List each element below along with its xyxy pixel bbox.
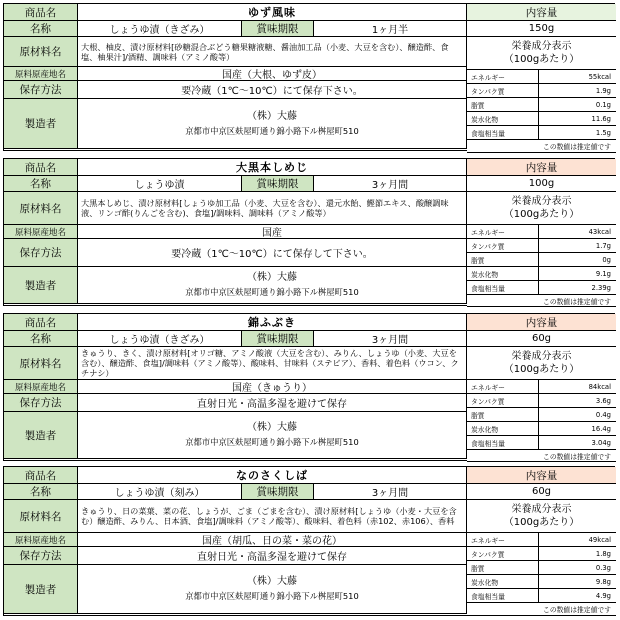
manufacturer-address: 京都市中京区麸屋町通り錦小路下ル桝屋町510 (185, 287, 359, 297)
origin-label: 原料原産地名 (4, 533, 78, 547)
nutrition-protein-value: 1.9g (539, 84, 616, 98)
nutrition-salt-label: 食塩相当量 (467, 281, 539, 295)
ingredients-label: 原材料名 (4, 500, 78, 533)
best-before-value: 3ヶ月間 (314, 331, 467, 347)
best-before-value: 1ヶ月半 (314, 21, 467, 37)
nutrition-title-block (467, 347, 616, 380)
nutrition-per: （100gあたり） (503, 209, 580, 220)
manufacturer-block (78, 99, 467, 149)
nutrition-carbs-label: 炭水化物 (467, 267, 539, 281)
manufacturer-block (78, 267, 467, 304)
name-label: 名称 (4, 176, 78, 192)
nutrition-protein-label: タンパク質 (467, 84, 539, 98)
best-before-label: 賞味期限 (242, 484, 314, 500)
product-title: 錦ふぶき (78, 314, 467, 331)
ingredients-label: 原材料名 (4, 347, 78, 380)
nutrition-fat-label: 脂質 (467, 408, 539, 422)
ingredients-value: 大黒本しめじ、漬け原材料[しょうゆ加工品（小麦、大豆を含む）、還元水飴、鰹節エキス、酸醸調味液、リンゴ酢(りんごを含む)、食塩]/調味料、調味料（アミノ酸等） (78, 192, 467, 225)
product-title: なのさくしば (78, 467, 467, 484)
nutrition-title-block (467, 500, 616, 533)
origin-label: 原料原産地名 (4, 225, 78, 239)
product-label-card (3, 466, 615, 616)
nutrition-salt-label: 食塩相当量 (467, 589, 539, 603)
manufacturer-block (78, 412, 467, 459)
storage-value: 要冷蔵（1℃～10℃）にて保存下さい。 (78, 81, 467, 99)
product-name-label: 商品名 (4, 4, 78, 21)
nutrition-salt-value: 2.39g (539, 281, 616, 295)
origin-value: 国産 (78, 225, 467, 239)
product-name-label: 商品名 (4, 467, 78, 484)
nutrition-carbs-value: 11.6g (539, 112, 616, 126)
nutrition-estimate-note: この数値は推定値です (467, 450, 616, 462)
content-weight: 60g (467, 484, 616, 500)
manufacturer-address: 京都市中京区麸屋町通り錦小路下ル桝屋町510 (185, 125, 359, 136)
nutrition-per: （100gあたり） (503, 517, 580, 528)
product-label-card (3, 313, 615, 461)
content-weight: 60g (467, 331, 616, 347)
nutrition-carbs-value: 9.8g (539, 575, 616, 589)
storage-label: 保存方法 (4, 547, 78, 565)
content-label: 内容量 (467, 467, 616, 484)
nutrition-salt-label: 食塩相当量 (467, 126, 539, 140)
ingredients-value: きゅうり、きく、漬け原材料[オリゴ糖、アミノ酸液（大豆を含む）、みりん、しょうゆ（小麦、大豆を含む）、醸造酢、食塩]/調味料（アミノ酸等）、酸味料、甘味料（ステビア）、香料、着色料（ウコン、クチナシ） (78, 347, 467, 380)
nutrition-title: 栄養成分表示 (511, 196, 572, 207)
nutrition-estimate-note: この数値は推定値です (467, 295, 616, 307)
nutrition-energy-value: 49kcal (539, 533, 616, 547)
nutrition-fat-value: 0g (539, 253, 616, 267)
best-before-label: 賞味期限 (242, 176, 314, 192)
nutrition-estimate-note: この数値は推定値です (467, 140, 616, 153)
nutrition-fat-value: 0.1g (539, 98, 616, 112)
ingredients-label: 原材料名 (4, 37, 78, 67)
product-type: しょうゆ漬（きざみ） (78, 21, 242, 37)
manufacturer-address: 京都市中京区麸屋町通り錦小路下ル桝屋町510 (185, 591, 359, 601)
nutrition-title-block (467, 192, 616, 225)
nutrition-carbs-value: 9.1g (539, 267, 616, 281)
origin-value: 国産（大根、ゆず皮） (78, 67, 467, 81)
nutrition-protein-value: 1.7g (539, 239, 616, 253)
nutrition-energy-label: エネルギー (467, 70, 539, 84)
product-label-card (3, 158, 615, 306)
nutrition-energy-label: エネルギー (467, 225, 539, 239)
manufacturer-label: 製造者 (4, 412, 78, 459)
manufacturer-name: （株）大藤 (247, 110, 297, 122)
manufacturer-label: 製造者 (4, 565, 78, 614)
nutrition-energy-value: 43kcal (539, 225, 616, 239)
nutrition-protein-value: 1.8g (539, 547, 616, 561)
nutrition-per: （100gあたり） (503, 364, 580, 375)
nutrition-per: （100gあたり） (503, 54, 580, 65)
nutrition-energy-label: エネルギー (467, 533, 539, 547)
name-label: 名称 (4, 21, 78, 37)
product-type: しょうゆ漬（刻み） (78, 484, 242, 500)
nutrition-fat-label: 脂質 (467, 98, 539, 112)
best-before-value: 3ヶ月間 (314, 484, 467, 500)
origin-label: 原料原産地名 (4, 380, 78, 394)
nutrition-energy-label: エネルギー (467, 380, 539, 394)
storage-label: 保存方法 (4, 81, 78, 99)
origin-value: 国産（胡瓜、日の菜・菜の花） (78, 533, 467, 547)
ingredients-label: 原材料名 (4, 192, 78, 225)
content-weight: 100g (467, 176, 616, 192)
nutrition-fat-label: 脂質 (467, 253, 539, 267)
nutrition-fat-value: 0.3g (539, 561, 616, 575)
ingredients-value: きゅうり、日の菜葉、菜の花、しょうが、ごま（ごまを含む）、漬け原材料[しょうゆ（小麦・大豆を含む）醸造酢、みりん、日本酒、食塩]/調味料（アミノ酸等）、酸味料、着色料（赤102、赤106）、香料 (78, 500, 467, 533)
product-title: 大黒本しめじ (78, 159, 467, 176)
manufacturer-address: 京都市中京区麸屋町通り錦小路下ル桝屋町510 (185, 437, 359, 447)
nutrition-carbs-label: 炭水化物 (467, 575, 539, 589)
nutrition-energy-value: 84kcal (539, 380, 616, 394)
nutrition-salt-value: 1.5g (539, 126, 616, 140)
nutrition-protein-label: タンパク質 (467, 547, 539, 561)
nutrition-salt-value: 4.9g (539, 589, 616, 603)
product-name-label: 商品名 (4, 314, 78, 331)
nutrition-protein-value: 3.6g (539, 394, 616, 408)
best-before-label: 賞味期限 (242, 21, 314, 37)
nutrition-carbs-label: 炭水化物 (467, 422, 539, 436)
product-type: しょうゆ漬（きざみ） (78, 331, 242, 347)
nutrition-title: 栄養成分表示 (511, 351, 572, 362)
product-name-label: 商品名 (4, 159, 78, 176)
nutrition-salt-label: 食塩相当量 (467, 436, 539, 450)
storage-value: 要冷蔵（1℃～10℃）にて保存して下さい。 (78, 239, 467, 267)
nutrition-carbs-label: 炭水化物 (467, 112, 539, 126)
manufacturer-name: （株）大藤 (247, 422, 297, 433)
nutrition-carbs-value: 16.4g (539, 422, 616, 436)
manufacturer-label: 製造者 (4, 99, 78, 149)
storage-value: 直射日光・高温多湿を避けて保存 (78, 394, 467, 412)
nutrition-protein-label: タンパク質 (467, 239, 539, 253)
origin-value: 国産（きゅうり） (78, 380, 467, 394)
storage-value: 直射日光・高温多湿を避けて保存 (78, 547, 467, 565)
name-label: 名称 (4, 331, 78, 347)
storage-label: 保存方法 (4, 239, 78, 267)
storage-label: 保存方法 (4, 394, 78, 412)
content-label: 内容量 (467, 4, 616, 21)
content-weight: 150g (467, 21, 616, 37)
product-title: ゆず風味 (78, 4, 467, 21)
manufacturer-name: （株）大藤 (247, 272, 297, 283)
nutrition-energy-value: 55kcal (539, 70, 616, 84)
nutrition-estimate-note: この数値は推定値です (467, 603, 616, 616)
nutrition-fat-label: 脂質 (467, 561, 539, 575)
content-label: 内容量 (467, 159, 616, 176)
best-before-label: 賞味期限 (242, 331, 314, 347)
manufacturer-name: （株）大藤 (247, 576, 297, 587)
manufacturer-label: 製造者 (4, 267, 78, 304)
nutrition-title: 栄養成分表示 (511, 504, 572, 515)
nutrition-fat-value: 0.4g (539, 408, 616, 422)
ingredients-value: 大根、柚皮、漬け原材料[砂糖混合ぶどう糖果糖液糖、醤油加工品（小麦、大豆を含む）、醸造酢、食塩、柚果汁]/酒精、調味料（アミノ酸等） (78, 37, 467, 67)
manufacturer-block (78, 565, 467, 614)
nutrition-protein-label: タンパク質 (467, 394, 539, 408)
nutrition-title: 栄養成分表示 (511, 41, 572, 52)
nutrition-salt-value: 3.04g (539, 436, 616, 450)
best-before-value: 3ヶ月間 (314, 176, 467, 192)
content-label: 内容量 (467, 314, 616, 331)
name-label: 名称 (4, 484, 78, 500)
product-label-card (3, 3, 615, 151)
product-type: しょうゆ漬 (78, 176, 242, 192)
origin-label: 原料原産地名 (4, 67, 78, 81)
nutrition-title-block (467, 37, 616, 70)
